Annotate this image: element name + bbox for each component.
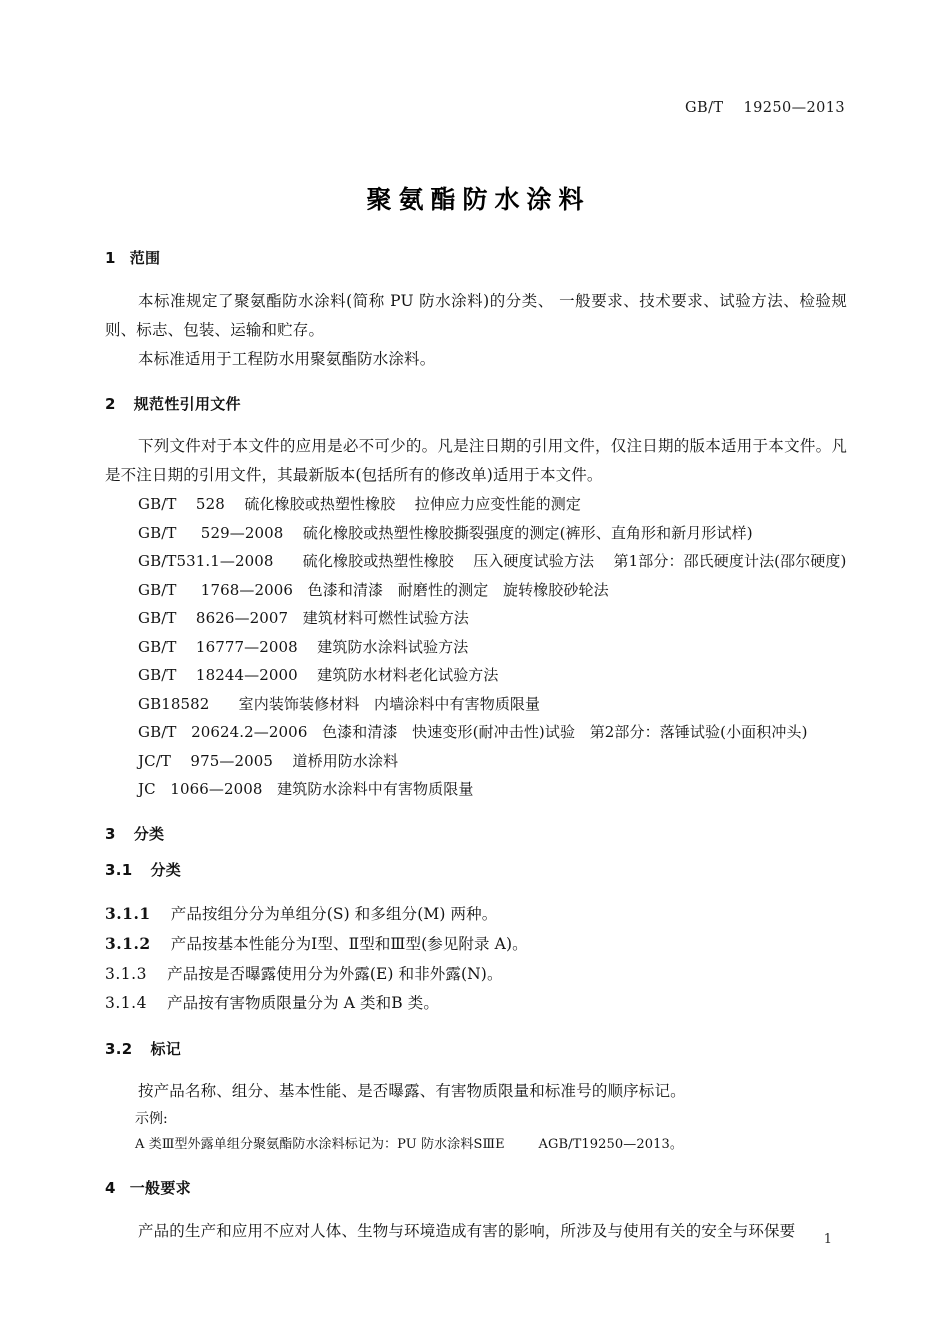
subsection-title-3-2: 标记 [150, 1039, 182, 1058]
spacer [105, 267, 847, 287]
subsection-heading-3-1 [105, 862, 847, 879]
reference-item: GB/T 20624.2—2006 色漆和清漆 快速变形(耐冲击性)试验 第2部分：落锤试验(小面积冲头) [138, 723, 808, 741]
subsection-heading-3-2 [105, 1041, 847, 1058]
section-title-4: 一般要求 [129, 1179, 191, 1197]
section-heading-3 [105, 826, 847, 843]
spacer [105, 1019, 847, 1041]
subsection-number-3-1: 3.1 [105, 861, 133, 879]
running-header: GB/T 19250—2013 [685, 100, 845, 116]
section-heading-1 [105, 250, 847, 267]
section-title-3: 分类 [133, 824, 165, 843]
section-number-3: 3 [105, 824, 116, 843]
clause-list-3-1 [105, 899, 847, 1019]
section-1-paragraph-2: 本标准适用于工程防水用聚氨酯防水涂料。 [138, 349, 436, 368]
clause-text: 产品按组分分为单组分(S) 和多组分(M) 两种。 [170, 904, 498, 923]
section-heading-2 [105, 396, 847, 413]
reference-item: GB/T 1768—2006 色漆和清漆 耐磨性的测定 旋转橡胶砂轮法 [138, 580, 609, 599]
reference-item: GB/T 8626—2007 建筑材料可燃性试验方法 [138, 609, 469, 627]
document-title: 聚氨酯防水涂料 [366, 185, 591, 214]
section-title-1: 范围 [129, 249, 161, 267]
example-label: 示例: [135, 1111, 168, 1127]
section-number-4: 4 [105, 1179, 116, 1197]
clause-number: 3.1.3 [105, 964, 147, 983]
section-number-1: 1 [105, 249, 116, 267]
clause-item [105, 989, 847, 1019]
section-1-paragraph-1: 本标准规定了聚氨酯防水涂料(简称 PU 防水涂料)的分类、 一般要求、技术要求、试验方法、检验规则、标志、包装、运输和贮存。 [105, 291, 847, 339]
spacer [105, 1197, 847, 1217]
reference-item: JC 1066—2008 建筑防水涂料中有害物质限量 [138, 780, 474, 798]
clause-number: 3.1.2 [105, 934, 151, 953]
reference-item: GB18582 室内装饰装修材料 内墙涂料中有害物质限量 [138, 694, 541, 713]
spacer [105, 804, 847, 826]
normative-references-list [105, 490, 847, 804]
spacer [105, 374, 847, 396]
spacer [105, 879, 847, 899]
document-content [105, 250, 847, 1246]
reference-item: JC/T 975—2005 道桥用防水涂料 [138, 751, 399, 770]
spacer [105, 412, 847, 432]
subsection-title-3-1: 分类 [150, 861, 182, 879]
clause-number: 3.1.1 [105, 903, 151, 923]
section-number-2: 2 [105, 394, 116, 413]
spacer [105, 842, 847, 862]
clause-item [105, 929, 847, 960]
clause-item [105, 899, 847, 930]
reference-item: GB/T 16777—2008 建筑防水涂料试验方法 [138, 637, 469, 656]
section-2-paragraph-1: 下列文件对于本文件的应用是必不可少的。凡是注日期的引用文件，仅注日期的版本适用于本文件。凡是不注日期的引用文件，其最新版本(包括所有的修改单)适用于本文件。 [105, 437, 847, 484]
example-designation-text: A 类Ⅲ型外露单组分聚氨酯防水涂料标记为：PU 防水涂料SⅢE AGB/T19250—2013。 [135, 1137, 683, 1152]
section-heading-4 [105, 1180, 847, 1197]
reference-item: GB/T 528 硫化橡胶或热塑性橡胶 拉伸应力应变性能的测定 [138, 495, 581, 513]
spacer [105, 1158, 847, 1180]
section-4-paragraph-1: 产品的生产和应用不应对人体、生物与环境造成有害的影响，所涉及与使用有关的安全与环保要 [138, 1221, 796, 1240]
section-title-2: 规范性引用文件 [133, 394, 241, 413]
reference-item: GB/T 529—2008 硫化橡胶或热塑性橡胶撕裂强度的测定(裤形、直角形和新月形试样) [138, 523, 753, 542]
reference-item: GB/T 18244—2000 建筑防水材料老化试验方法 [138, 666, 499, 684]
clause-text: 产品按是否曝露使用分为外露(E) 和非外露(N)。 [167, 964, 503, 983]
section-3-2-paragraph-1: 按产品名称、组分、基本性能、是否曝露、有害物质限量和标准号的顺序标记。 [138, 1082, 686, 1100]
subsection-number-3-2: 3.2 [105, 1039, 133, 1058]
clause-item [105, 960, 847, 990]
reference-item: GB/T531.1—2008 硫化橡胶或热塑性橡胶 压入硬度试验方法 第1部分：邵氏硬度计法(邵尔硬度) [138, 552, 847, 570]
clause-number: 3.1.4 [105, 994, 147, 1012]
clause-text: 产品按有害物质限量分为 A 类和B 类。 [167, 994, 439, 1012]
page-number: 1 [823, 1232, 832, 1247]
clause-text: 产品按基本性能分为Ⅰ型、Ⅱ型和Ⅲ型(参见附录 A)。 [170, 935, 528, 953]
spacer [105, 1057, 847, 1077]
